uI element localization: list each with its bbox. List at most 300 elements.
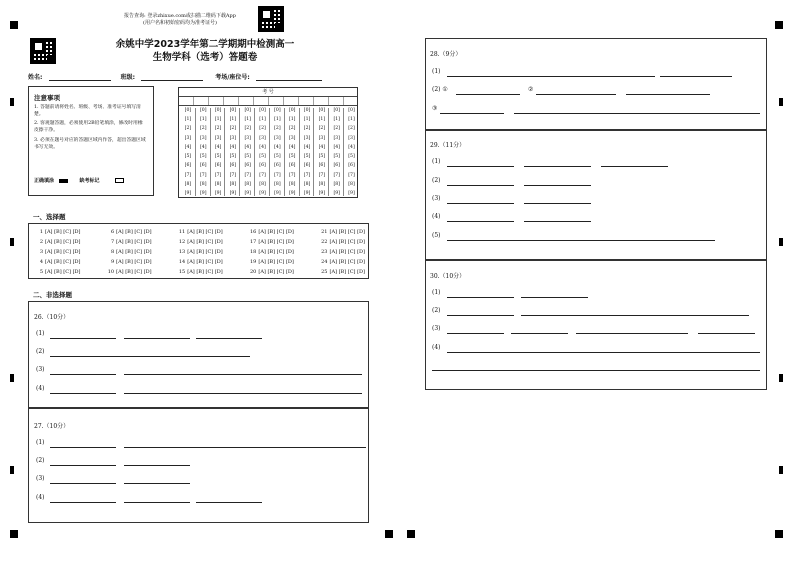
choice-number: 15 [178, 269, 186, 275]
exam-digit-bubble[interactable]: [2] [184, 126, 192, 132]
exam-digit-bubble[interactable]: [9] [318, 190, 326, 196]
choice-options[interactable]: [A] [B] [C] [D] [258, 269, 294, 275]
page-title [95, 38, 315, 64]
exam-digit-bubble[interactable]: [6] [333, 163, 340, 169]
exam-number-grid [178, 87, 358, 198]
exam-digit-column [195, 108, 210, 196]
seat-label: 考场/座位号: [215, 74, 250, 81]
exam-digit-column [313, 108, 328, 196]
answer-line[interactable] [521, 297, 588, 298]
q30-row-4 [432, 344, 764, 354]
exam-digit-bubble[interactable]: [6] [229, 163, 237, 169]
answer-line[interactable] [447, 203, 514, 204]
exam-digit-column [328, 108, 343, 196]
q27-label-3: (3) [36, 475, 45, 482]
exam-digit-bubble[interactable]: [7] [229, 172, 237, 178]
corner-mark [10, 530, 18, 538]
choice-item [248, 249, 294, 255]
exam-digit-bubble[interactable]: [0] [274, 108, 281, 113]
answer-line[interactable] [124, 338, 190, 339]
choice-number: 20 [250, 269, 257, 275]
answer-line[interactable] [536, 94, 616, 95]
exam-digit-bubble[interactable]: [0] [184, 108, 192, 113]
choice-number: 2 [39, 239, 43, 245]
exam-digit-bubble[interactable]: [3] [274, 135, 281, 141]
exam-digit-bubble[interactable]: [0] [259, 108, 266, 113]
answer-line[interactable] [447, 240, 715, 241]
choice-options[interactable]: [A] [B] [C] [D] [258, 249, 294, 255]
exam-digit-bubble[interactable]: [0] [333, 108, 340, 113]
answer-line[interactable] [50, 374, 116, 375]
answer-line[interactable] [196, 338, 262, 339]
exam-digit-bubble[interactable]: [2] [348, 126, 355, 132]
q28-row-3 [432, 105, 764, 115]
exam-digit-bubble[interactable]: [7] [274, 172, 281, 178]
exam-digit-bubble[interactable]: [8] [348, 181, 355, 187]
choice-item [320, 239, 366, 245]
choice-number: 24 [321, 259, 328, 265]
choice-item [177, 259, 223, 265]
exam-digit-bubble[interactable]: [8] [333, 181, 340, 187]
choice-options[interactable]: [A] [B] [C] [D] [258, 229, 294, 235]
class-field[interactable] [141, 73, 203, 81]
exam-digit-bubble[interactable]: [1] [229, 117, 237, 123]
exam-digit-bubble[interactable]: [1] [259, 117, 266, 123]
q30-title: 30.（10分） [430, 273, 466, 280]
q28-row-1 [432, 68, 764, 78]
exam-digit-bubble[interactable]: [8] [199, 181, 207, 187]
exam-digit-bubble[interactable]: [7] [184, 172, 192, 178]
choice-options[interactable]: [A] [B] [C] [D] [187, 229, 223, 235]
exam-digit-bubble[interactable]: [4] [348, 144, 355, 150]
exam-digit-bubble[interactable]: [0] [288, 108, 296, 113]
choice-number: 7 [110, 239, 115, 245]
instruction-item-2: 2. 客观题答题，必须使用2B铅笔填涂，修改时用橡皮擦干净。 [34, 121, 143, 133]
exam-digit-bubble[interactable]: [6] [274, 163, 281, 169]
answer-line[interactable] [50, 483, 116, 484]
exam-digit-bubble[interactable]: [1] [318, 117, 326, 123]
exam-digit-bubble[interactable]: [5] [303, 154, 311, 160]
exam-digit-bubble[interactable]: [7] [288, 172, 296, 178]
exam-digit-bubble[interactable]: [4] [244, 144, 251, 150]
exam-digit-bubble[interactable]: [4] [259, 144, 266, 150]
exam-digit-bubble[interactable]: [2] [333, 126, 340, 132]
instruction-item-3: 3. 必须在题号对应的答题区域内作答，超出答题区域书写无效。 [34, 138, 146, 150]
answer-line[interactable] [447, 315, 514, 316]
missing-mark-box[interactable] [115, 178, 124, 183]
exam-digit-bubble[interactable]: [8] [318, 181, 326, 187]
exam-digit-bubble[interactable]: [6] [318, 163, 326, 169]
qr-code-icon[interactable] [258, 6, 284, 32]
exam-digit-bubble[interactable]: [9] [288, 190, 296, 196]
timing-mark [10, 98, 14, 106]
exam-digit-bubble[interactable]: [9] [184, 190, 192, 196]
q26-row-3 [36, 366, 366, 376]
exam-digit-bubble[interactable]: [4] [199, 144, 207, 150]
answer-line[interactable] [524, 185, 591, 186]
exam-digit-bubble[interactable]: [0] [348, 108, 355, 113]
choice-options[interactable]: [A] [B] [C] [D] [187, 239, 223, 245]
answer-line[interactable] [447, 221, 514, 222]
choice-number: 12 [178, 239, 186, 245]
q30-label-2: (2) [432, 307, 441, 314]
instructions-title: 注意事项 [34, 94, 60, 102]
corner-mark [10, 21, 18, 29]
exam-digit-bubble[interactable]: [1] [303, 117, 311, 123]
exam-digit-bubble[interactable]: [8] [184, 181, 192, 187]
answer-line[interactable] [50, 465, 116, 466]
q30-row-3 [432, 325, 764, 335]
exam-digit-bubble[interactable]: [3] [184, 135, 192, 141]
exam-digit-bubble[interactable]: [3] [244, 135, 251, 141]
exam-digit-bubble[interactable]: [1] [184, 117, 192, 123]
timing-mark [779, 374, 783, 382]
choice-options[interactable]: [A] [B] [C] [D] [116, 259, 152, 265]
choice-item [106, 239, 152, 245]
exam-digit-bubble[interactable]: [8] [259, 181, 266, 187]
choice-options[interactable]: [A] [B] [C] [D] [116, 249, 152, 255]
q28-label-1: (1) [432, 68, 441, 75]
exam-digit-column [284, 108, 299, 196]
choice-column [35, 229, 81, 275]
missing-mark-label: 缺考标记 [79, 178, 100, 184]
choice-options[interactable]: [A] [B] [C] [D] [45, 249, 81, 255]
nonchoice-section-title: 二、非选择题 [33, 291, 72, 299]
exam-digit-bubble[interactable]: [2] [288, 126, 296, 132]
exam-digit-bubble[interactable]: [4] [333, 144, 340, 150]
exam-digit-bubble[interactable]: [5] [259, 154, 266, 160]
q26-label-2: (2) [36, 348, 45, 355]
exam-digit-bubble[interactable]: [1] [333, 117, 340, 123]
choice-options[interactable]: [A] [B] [C] [D] [258, 259, 294, 265]
q29-row-2 [432, 177, 764, 187]
exam-digit-bubble[interactable]: [2] [259, 126, 266, 132]
exam-digit-bubble[interactable]: [4] [184, 144, 192, 150]
choice-options[interactable]: [A] [B] [C] [D] [187, 269, 223, 275]
choice-options[interactable]: [A] [B] [C] [D] [329, 239, 365, 245]
exam-digit-bubble[interactable]: [4] [303, 144, 311, 150]
exam-digit-bubble[interactable]: [9] [244, 190, 251, 196]
answer-line[interactable] [447, 166, 514, 167]
exam-digit-bubble[interactable]: [8] [274, 181, 281, 187]
exam-digit-bubble[interactable]: [3] [259, 135, 266, 141]
exam-digit-bubble[interactable]: [6] [214, 163, 222, 169]
exam-digit-bubble[interactable]: [4] [229, 144, 237, 150]
exam-digit-bubble[interactable]: [1] [244, 117, 251, 123]
answer-line[interactable] [124, 447, 366, 448]
exam-number-write-row[interactable] [179, 97, 357, 106]
choice-item [106, 229, 152, 235]
answer-line[interactable] [432, 370, 760, 371]
choice-number: 22 [321, 239, 328, 245]
choice-options[interactable]: [A] [B] [C] [D] [45, 269, 81, 275]
answer-line[interactable] [124, 483, 190, 484]
answer-line[interactable] [514, 113, 760, 114]
choice-item [248, 259, 294, 265]
choice-options[interactable]: [A] [B] [C] [D] [329, 229, 365, 235]
q26-label-4: (4) [36, 385, 45, 392]
choice-options[interactable]: [A] [B] [C] [D] [329, 249, 365, 255]
q26-answer-box [28, 301, 369, 408]
exam-digit-bubble[interactable]: [3] [303, 135, 311, 141]
answer-line[interactable] [521, 315, 749, 316]
exam-digit-bubble[interactable]: [5] [184, 154, 192, 160]
answer-line[interactable] [456, 94, 520, 95]
answer-line[interactable] [124, 374, 362, 375]
answer-line[interactable] [524, 221, 591, 222]
exam-digit-bubble[interactable]: [2] [274, 126, 281, 132]
exam-digit-bubble[interactable]: [5] [348, 154, 355, 160]
q27-title: 27.（10分） [34, 423, 70, 430]
choice-item [35, 229, 81, 235]
seat-field[interactable] [256, 73, 322, 81]
exam-digit-bubble[interactable]: [8] [303, 181, 311, 187]
choice-options[interactable]: [A] [B] [C] [D] [329, 269, 365, 275]
choice-options[interactable]: [A] [B] [C] [D] [187, 259, 223, 265]
answer-line[interactable] [660, 76, 732, 77]
notice-line-2: (用户名和初始密码均为准考证号) [143, 20, 217, 26]
exam-digit-bubble[interactable]: [4] [274, 144, 281, 150]
name-label: 姓名: [28, 74, 43, 81]
exam-digit-bubble[interactable]: [3] [333, 135, 340, 141]
correct-fill-label: 正确填涂 [34, 178, 55, 184]
exam-digit-bubble[interactable]: [9] [348, 190, 355, 196]
choice-number: 18 [250, 249, 257, 255]
exam-digit-bubble[interactable]: [3] [214, 135, 222, 141]
choice-item [177, 239, 223, 245]
exam-digit-bubble[interactable]: [5] [229, 154, 237, 160]
exam-digit-column [210, 108, 225, 196]
exam-digit-bubble[interactable]: [7] [318, 172, 326, 178]
answer-line[interactable] [440, 113, 504, 114]
q29-label-4: (4) [432, 213, 441, 220]
answer-line[interactable] [50, 356, 250, 357]
exam-digit-column [224, 108, 239, 196]
answer-line[interactable] [447, 297, 514, 298]
exam-digit-bubble[interactable]: [2] [214, 126, 222, 132]
exam-digit-bubble[interactable]: [5] [199, 154, 207, 160]
q29-title: 29.（11分） [430, 142, 466, 149]
exam-digit-bubble[interactable]: [4] [214, 144, 222, 150]
choice-item [106, 259, 152, 265]
exam-digit-bubble[interactable]: [1] [274, 117, 281, 123]
exam-digit-bubble[interactable]: [1] [214, 117, 222, 123]
q26-label-3: (3) [36, 366, 45, 373]
exam-digit-bubble[interactable]: [3] [288, 135, 296, 141]
choice-number: 9 [110, 259, 115, 265]
qr-code-icon [30, 38, 56, 64]
answer-line[interactable] [447, 76, 655, 77]
choice-options[interactable]: [A] [B] [C] [D] [116, 269, 152, 275]
exam-digit-bubble[interactable]: [2] [199, 126, 207, 132]
choice-item [248, 229, 294, 235]
exam-digit-column [343, 108, 358, 196]
exam-digit-bubble[interactable]: [7] [199, 172, 207, 178]
exam-digit-bubble[interactable]: [0] [318, 108, 326, 113]
timing-mark [10, 238, 14, 246]
answer-line[interactable] [447, 333, 504, 334]
answer-line[interactable] [50, 393, 116, 394]
exam-digit-bubble[interactable]: [0] [244, 108, 251, 113]
q29-label-5: (5) [432, 232, 441, 239]
choice-section-title: 一、选择题 [33, 213, 66, 221]
answer-line[interactable] [576, 333, 688, 334]
choice-item [35, 239, 81, 245]
exam-digit-bubble[interactable]: [2] [244, 126, 251, 132]
choice-item [35, 259, 81, 265]
q26-row-2 [36, 348, 366, 358]
exam-digit-bubble[interactable]: [5] [274, 154, 281, 160]
exam-number-title: 考 号 [179, 88, 357, 97]
answer-line[interactable] [447, 352, 760, 353]
exam-digit-bubble[interactable]: [7] [333, 172, 340, 178]
exam-digit-bubble[interactable]: [6] [288, 163, 296, 169]
choice-options[interactable]: [A] [B] [C] [D] [45, 259, 81, 265]
choice-item [106, 249, 152, 255]
answer-line[interactable] [601, 166, 668, 167]
exam-digit-bubble[interactable]: [8] [214, 181, 222, 187]
exam-digit-bubble[interactable]: [2] [229, 126, 237, 132]
exam-digit-bubble[interactable]: [9] [274, 190, 281, 196]
exam-digit-bubble[interactable]: [1] [288, 117, 296, 123]
q30-row-1 [432, 289, 764, 299]
answer-line[interactable] [124, 465, 190, 466]
q27-answer-box [28, 408, 369, 523]
answer-line[interactable] [626, 94, 710, 95]
q27-label-2: (2) [36, 457, 45, 464]
answer-line[interactable] [124, 502, 190, 503]
choice-item [320, 249, 366, 255]
exam-digit-bubble[interactable]: [9] [229, 190, 237, 196]
answer-line[interactable] [511, 333, 568, 334]
choice-number: 8 [110, 249, 115, 255]
q30-label-4: (4) [432, 344, 441, 351]
exam-digit-bubble[interactable]: [6] [303, 163, 311, 169]
exam-digit-column [299, 108, 314, 196]
exam-digit-bubble[interactable]: [6] [259, 163, 266, 169]
q30-label-3: (3) [432, 325, 441, 332]
q28-label-2a: (2) ① [432, 86, 448, 93]
exam-digit-bubble[interactable]: [4] [318, 144, 326, 150]
q26-label-1: (1) [36, 330, 45, 337]
choice-number: 13 [178, 249, 186, 255]
choice-column [248, 229, 294, 275]
student-info [28, 72, 368, 81]
instruction-item-1: 1. 答题前请将姓名、班级、考场、准考证号填写清楚。 [34, 105, 141, 117]
exam-digit-bubble[interactable]: [9] [303, 190, 311, 196]
exam-digit-bubble[interactable]: [9] [199, 190, 207, 196]
exam-digit-bubble[interactable]: [8] [229, 181, 237, 187]
q26-row-4 [36, 385, 366, 395]
answer-line[interactable] [50, 502, 116, 503]
exam-digit-bubble[interactable]: [5] [288, 154, 296, 160]
answer-line[interactable] [196, 502, 262, 503]
q29-label-3: (3) [432, 195, 441, 202]
timing-mark [779, 98, 783, 106]
exam-digit-bubble[interactable]: [3] [199, 135, 207, 141]
exam-digit-bubble[interactable]: [0] [303, 108, 311, 113]
exam-digit-bubble[interactable]: [8] [244, 181, 251, 187]
answer-line[interactable] [524, 203, 591, 204]
exam-digit-bubble[interactable]: [3] [318, 135, 326, 141]
exam-digit-bubble[interactable]: [5] [244, 154, 251, 160]
exam-digit-bubble[interactable]: [1] [348, 117, 355, 123]
exam-digit-bubble[interactable]: [2] [318, 126, 326, 132]
choice-options[interactable]: [A] [B] [C] [D] [116, 229, 152, 235]
choice-item [177, 249, 223, 255]
exam-digit-bubble[interactable]: [7] [303, 172, 311, 178]
choice-number: 23 [321, 249, 328, 255]
exam-digit-bubble[interactable]: [1] [199, 117, 207, 123]
choice-item [177, 269, 223, 275]
exam-digit-bubble[interactable]: [6] [199, 163, 207, 169]
exam-digit-bubble[interactable]: [7] [259, 172, 266, 178]
choice-options[interactable]: [A] [B] [C] [D] [258, 239, 294, 245]
choice-column [320, 229, 366, 275]
exam-digit-bubble[interactable]: [0] [214, 108, 222, 113]
q29-row-3 [432, 195, 764, 205]
exam-digit-bubble[interactable]: [3] [348, 135, 355, 141]
answer-line[interactable] [124, 393, 362, 394]
exam-digit-bubble[interactable]: [9] [333, 190, 340, 196]
choice-number: 3 [39, 249, 43, 255]
exam-digit-bubble[interactable]: [4] [288, 144, 296, 150]
instructions-box [28, 86, 154, 196]
exam-digit-bubble[interactable]: [2] [303, 126, 311, 132]
q27-label-4: (4) [36, 494, 45, 501]
exam-digit-bubble[interactable]: [9] [259, 190, 266, 196]
exam-digit-bubble[interactable]: [3] [229, 135, 237, 141]
choice-options[interactable]: [A] [B] [C] [D] [45, 239, 81, 245]
answer-line[interactable] [50, 447, 116, 448]
exam-digit-bubble[interactable]: [7] [244, 172, 251, 178]
exam-digit-bubble[interactable]: [5] [318, 154, 326, 160]
q27-row-3 [36, 475, 366, 485]
choice-options[interactable]: [A] [B] [C] [D] [187, 249, 223, 255]
q30-row-2 [432, 307, 764, 317]
timing-mark [779, 238, 783, 246]
report-notice [115, 12, 245, 26]
choice-number: 21 [321, 229, 328, 235]
exam-digit-bubble[interactable]: [8] [288, 181, 296, 187]
exam-digit-bubble[interactable]: [5] [333, 154, 340, 160]
exam-digit-column [269, 108, 284, 196]
choice-options[interactable]: [A] [B] [C] [D] [45, 229, 81, 235]
choice-number: 19 [250, 259, 257, 265]
fill-legend [34, 177, 124, 184]
choice-column [106, 229, 152, 275]
exam-digit-bubble[interactable]: [6] [348, 163, 355, 169]
timing-mark [10, 466, 14, 474]
exam-digit-bubble[interactable]: [9] [214, 190, 222, 196]
choice-item [320, 259, 366, 265]
exam-digit-bubble[interactable]: [6] [184, 163, 192, 169]
exam-digit-bubble[interactable]: [6] [244, 163, 251, 169]
choice-options[interactable]: [A] [B] [C] [D] [329, 259, 365, 265]
answer-line[interactable] [698, 333, 755, 334]
answer-line[interactable] [524, 166, 591, 167]
exam-digit-bubble[interactable]: [5] [214, 154, 222, 160]
choice-number: 1 [39, 229, 43, 235]
name-field[interactable] [49, 73, 111, 81]
exam-digit-bubble[interactable]: [0] [199, 108, 207, 113]
exam-digit-bubble[interactable]: [7] [214, 172, 222, 178]
exam-digit-bubble[interactable]: [0] [229, 108, 237, 113]
choice-options[interactable]: [A] [B] [C] [D] [116, 239, 152, 245]
answer-line[interactable] [50, 338, 116, 339]
exam-digit-bubble[interactable]: [7] [348, 172, 355, 178]
answer-line[interactable] [447, 185, 514, 186]
